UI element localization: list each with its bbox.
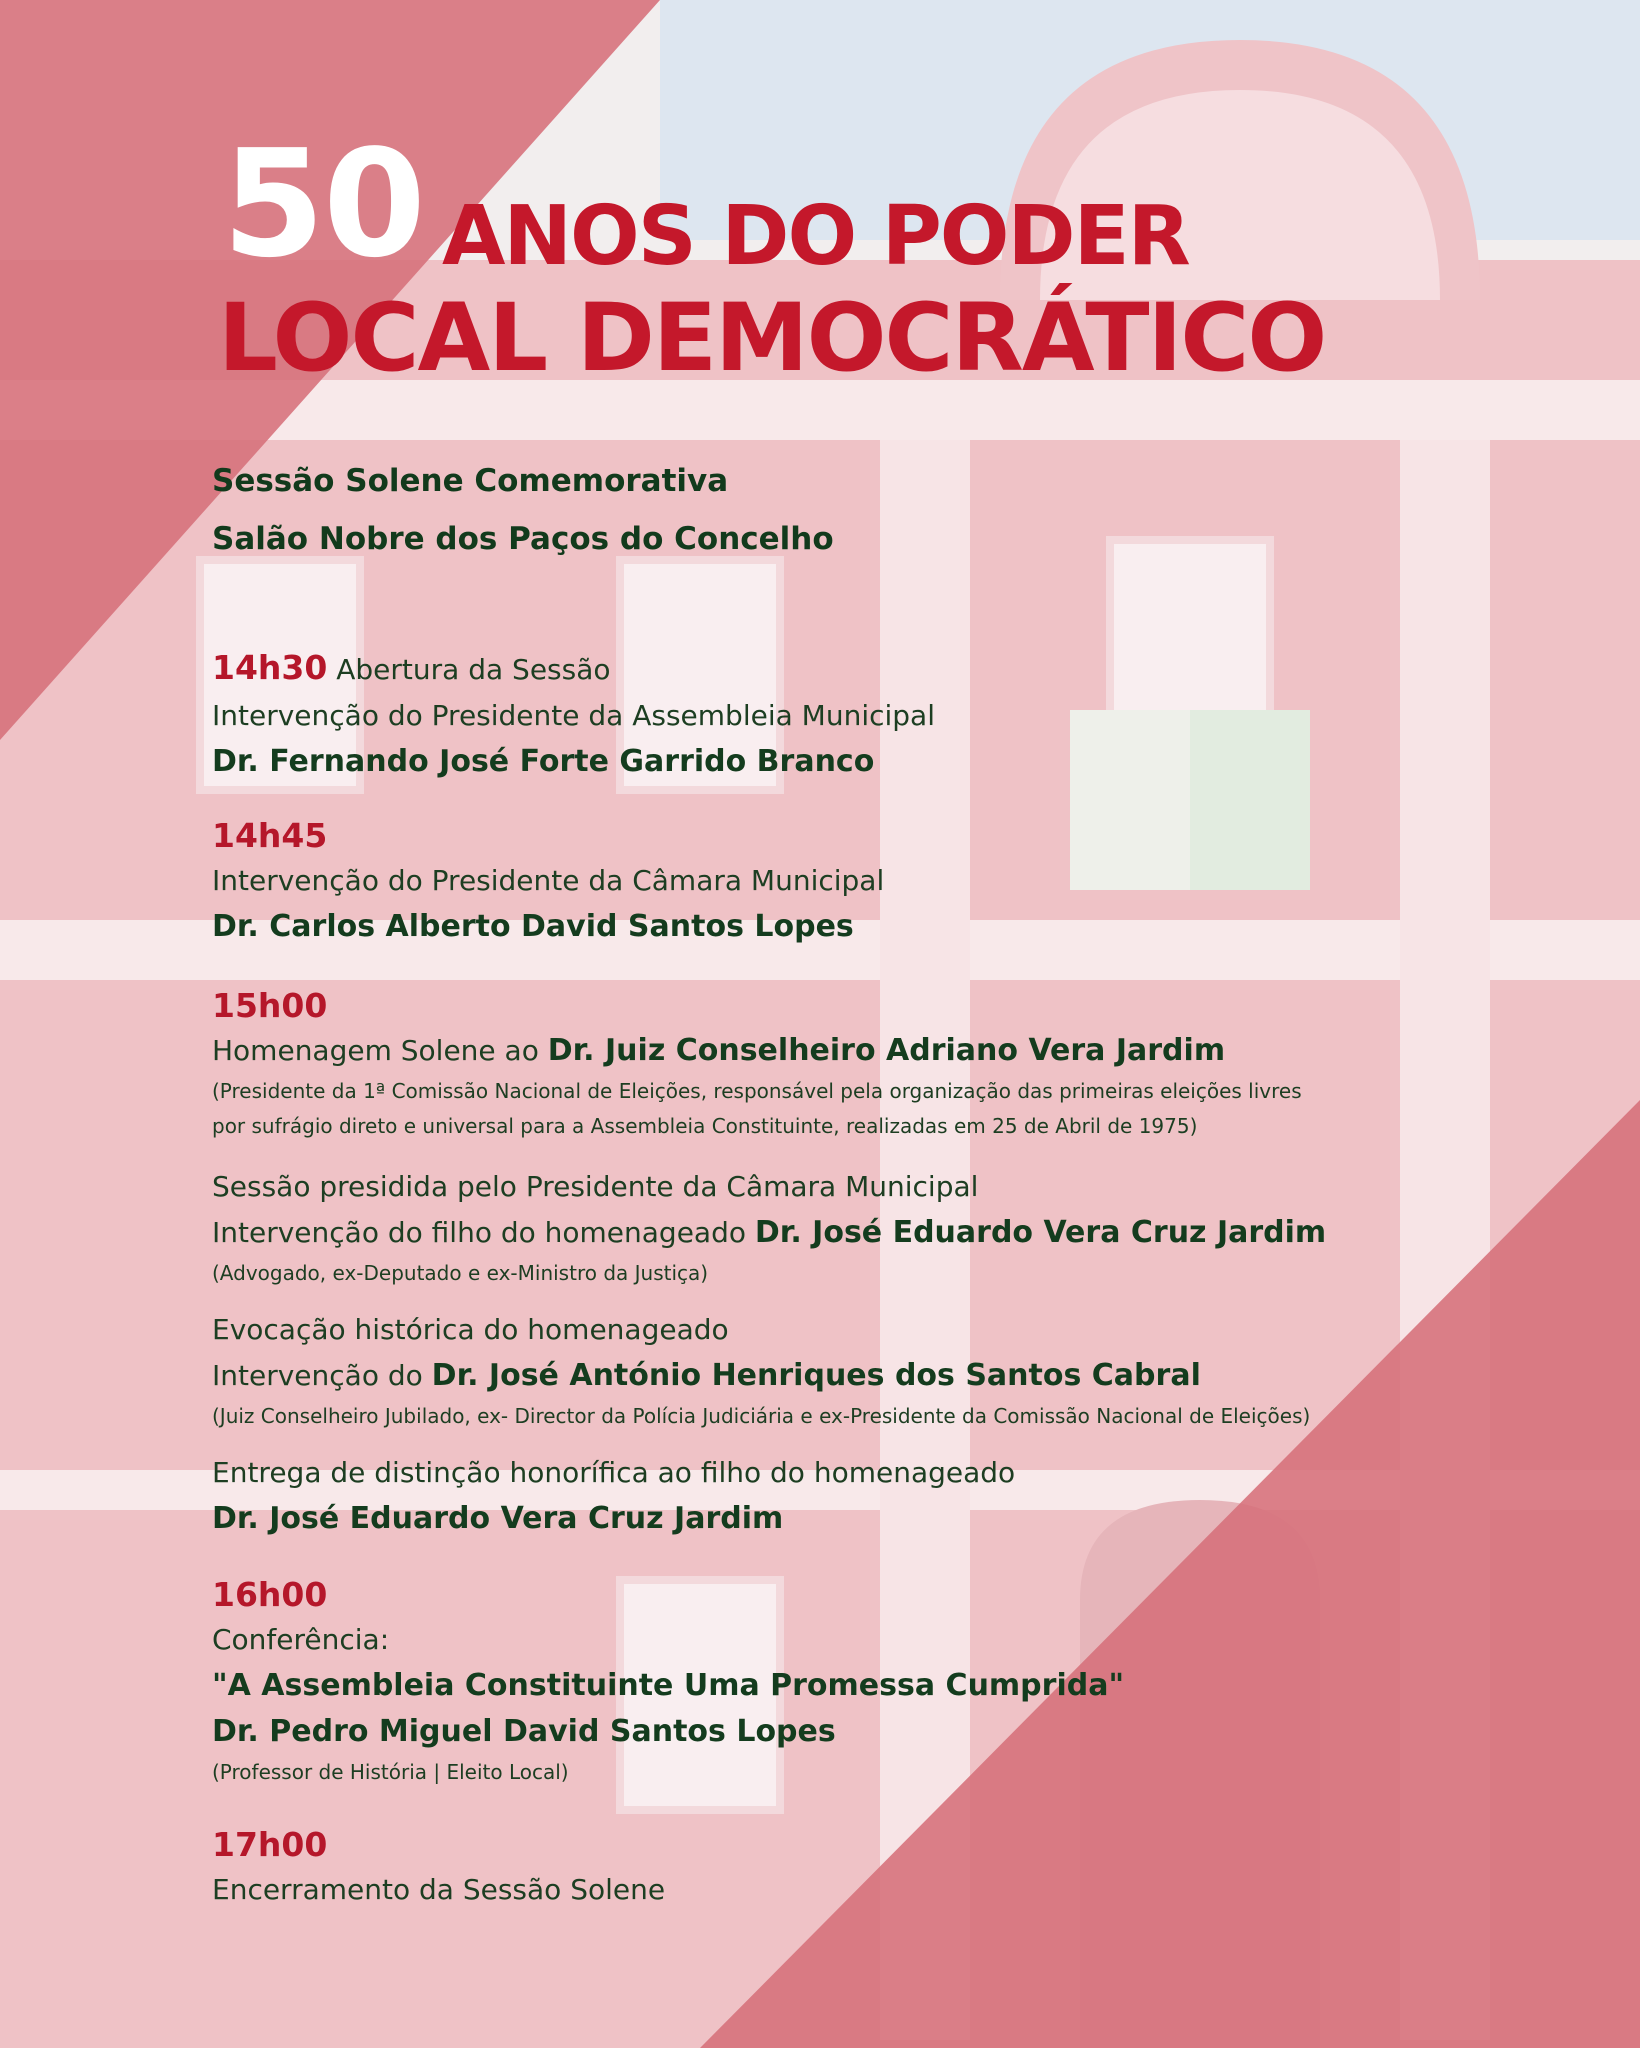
title-line-2: LOCAL DEMOCRÁTICO: [218, 284, 1326, 393]
program-evocation-name: Dr. José António Henriques dos Santos Cabral: [431, 1358, 1201, 1393]
title-number: 50: [222, 118, 424, 290]
program-evocation-note: (Juiz Conselheiro Jubilado, ex- Director da Polícia Judiciária e ex-Presidente da Comissão Nacional de Eleições): [212, 1404, 1311, 1428]
program-son-prefix: Intervenção do filho do homenageado: [212, 1216, 746, 1249]
program-item-1700: [212, 1823, 1442, 1913]
program-label: Encerramento da Sessão Solene: [212, 1873, 666, 1906]
program-son-line: [212, 1210, 1442, 1256]
program-speaker-note: (Professor de História | Eleito Local): [212, 1760, 569, 1784]
subtitle-block: [212, 452, 1442, 568]
program-item-1430: [212, 645, 1442, 785]
subtitle-venue: Salão Nobre dos Paços do Concelho: [212, 521, 834, 557]
program-item-1445: [212, 814, 1442, 950]
program-line: Intervenção do Presidente da Câmara Municipal: [212, 864, 885, 897]
program-line: Intervenção do Presidente da Assembleia Municipal: [212, 699, 935, 732]
program-item-1500-award: [212, 1450, 1442, 1542]
program-homage-note-2: por sufrágio direto e universal para a Assembleia Constituinte, realizadas em 25 de Abril de 1975): [212, 1114, 1198, 1138]
program-homage-name: Dr. Juiz Conselheiro Adriano Vera Jardim: [547, 1033, 1226, 1068]
program-homage-note-1: (Presidente da 1ª Comissão Nacional de Eleições, responsável pela organização das primeiras eleições livres: [212, 1079, 1302, 1103]
program-time: 14h45: [212, 816, 328, 855]
program-homage-line: [212, 1028, 1442, 1074]
program-evocation-speaker-line: [212, 1353, 1442, 1399]
program-speaker-name: Dr. Carlos Alberto David Santos Lopes: [212, 909, 854, 944]
program-homage-prefix: Homenagem Solene ao: [212, 1034, 539, 1067]
program-time: 15h00: [212, 986, 328, 1025]
title-line-1: [222, 118, 1189, 290]
program-item-1500-evocation: [212, 1307, 1442, 1434]
program-time: 14h30: [212, 648, 328, 687]
title-line-1-text: ANOS DO PODER: [441, 189, 1189, 284]
program-evocation-prefix: Intervenção do: [212, 1359, 423, 1392]
program-son-note: (Advogado, ex-Deputado e ex-Ministro da Justiça): [212, 1261, 709, 1285]
program-talk-title: "A Assembleia Constituinte Uma Promessa Cumprida": [212, 1668, 1125, 1703]
program-label: Conferência:: [212, 1623, 390, 1656]
program-time: 17h00: [212, 1825, 328, 1864]
program-award-line: Entrega de distinção honorífica ao filho do homenageado: [212, 1456, 1016, 1489]
program-item-1600: [212, 1573, 1442, 1790]
program-item-header: [212, 645, 1442, 693]
program-award-name: Dr. José Eduardo Vera Cruz Jardim: [212, 1501, 784, 1536]
program-son-name: Dr. José Eduardo Vera Cruz Jardim: [754, 1215, 1327, 1250]
program-item-1500: [212, 984, 1442, 1144]
program-speaker-name: Dr. Fernando José Forte Garrido Branco: [212, 744, 875, 779]
program-label: Abertura da Sessão: [336, 653, 611, 686]
subtitle-session: Sessão Solene Comemorativa: [212, 463, 729, 499]
program-presided-line: Sessão presidida pelo Presidente da Câmara Municipal: [212, 1170, 979, 1203]
program-speaker-name: Dr. Pedro Miguel David Santos Lopes: [212, 1714, 836, 1749]
program-item-1500-son: [212, 1164, 1442, 1291]
program-time: 16h00: [212, 1575, 328, 1614]
program-evocation-line: Evocação histórica do homenageado: [212, 1313, 729, 1346]
